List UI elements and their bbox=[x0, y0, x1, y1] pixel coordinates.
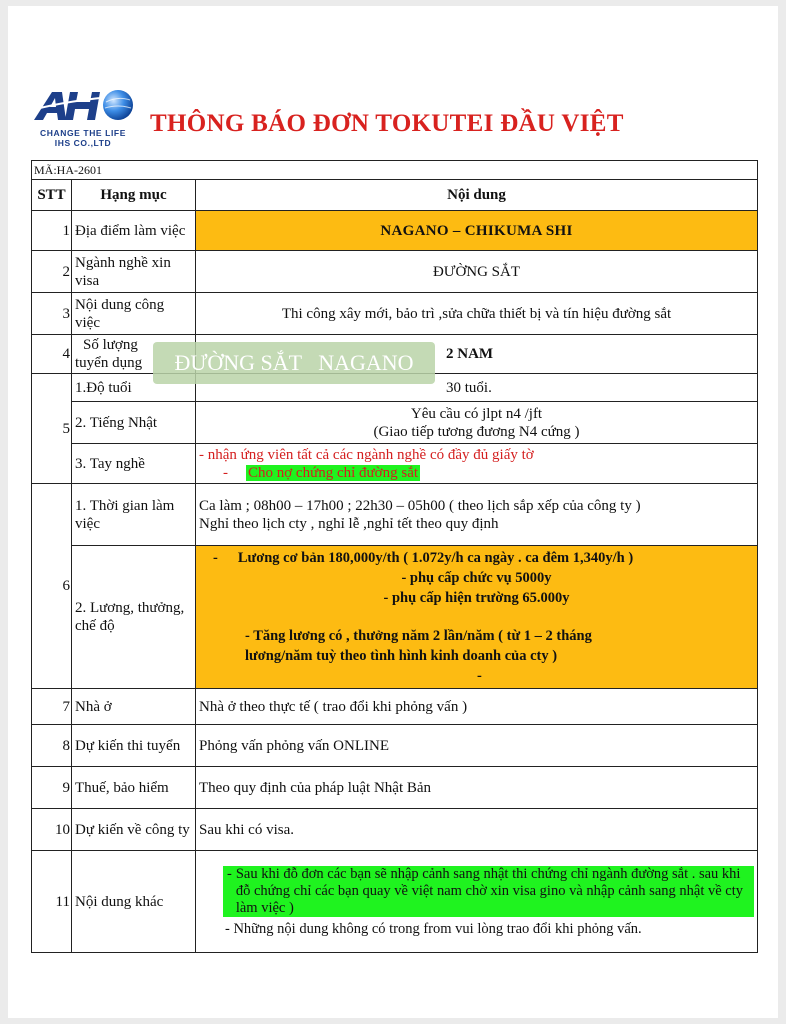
page-title: THÔNG BÁO ĐƠN TOKUTEI ĐẦU VIỆT bbox=[150, 110, 624, 137]
table-header-row bbox=[32, 180, 758, 211]
wage-line-2: - phụ cấp chức vụ 5000y bbox=[401, 570, 552, 586]
row-category: 2. Lương, thưởng, chế độ bbox=[72, 546, 196, 689]
document-code: MÃ:HA-2601 bbox=[32, 161, 758, 180]
header-content: Nội dung bbox=[196, 180, 758, 211]
row-category: Nội dung khác bbox=[72, 851, 196, 953]
skill-line-2 bbox=[199, 464, 754, 482]
row-number: 9 bbox=[32, 767, 72, 809]
company-arrival: Sau khi có visa. bbox=[196, 809, 758, 851]
highlighted-note: Sau khi đỗ đơn các bạn sẽ nhập cảnh sang nhật thi chứng chỉ ngành đường sắt . sau khi đỗ chứng chỉ các bạn quay về việt nam chờ xin visa gino và nhập cảnh sang nhật về cty làm việc ) bbox=[236, 866, 754, 917]
tax-insurance: Theo quy định của pháp luật Nhật Bản bbox=[196, 767, 758, 809]
category-line: Số lượng bbox=[83, 337, 138, 353]
row-category: 1. Thời gian làm việc bbox=[72, 484, 196, 546]
row-number: 8 bbox=[32, 725, 72, 767]
table-row bbox=[32, 689, 758, 725]
company-logo bbox=[30, 86, 140, 154]
table-row bbox=[32, 851, 758, 953]
job-info-table bbox=[31, 160, 758, 953]
wage-line-4: - Tăng lương có , thưởng năm 2 lần/năm ( từ 1 – 2 tháng bbox=[245, 628, 592, 644]
other-notes bbox=[196, 851, 758, 953]
time-line: Ca làm ; 08h00 – 17h00 ; 22h30 – 05h00 ( theo lịch sắp xếp của công ty ) bbox=[199, 497, 641, 514]
logo-company: IHS CO.,LTD bbox=[54, 138, 112, 148]
bullet: - bbox=[223, 866, 236, 917]
wage-line-5: lương/năm tuỳ theo tình hình kinh doanh của cty ) bbox=[245, 648, 558, 664]
table-row bbox=[32, 546, 758, 689]
note-2: - Những nội dung không có trong from vui lòng trao đổi khi phỏng vấn. bbox=[225, 920, 642, 937]
note-1 bbox=[199, 866, 754, 917]
jp-line: Yêu cầu có jlpt n4 /jft bbox=[410, 405, 543, 422]
row-category: Dự kiến về công ty bbox=[72, 809, 196, 851]
row-number: 3 bbox=[32, 293, 72, 335]
row-number: 5 bbox=[32, 374, 72, 484]
visa-industry: ĐƯỜNG SẮT bbox=[196, 251, 758, 293]
job-description: Thi công xây mới, bảo trì ,sửa chữa thiết bị và tín hiệu đường sắt bbox=[196, 293, 758, 335]
header-category: Hạng mục bbox=[72, 180, 196, 211]
row-number: 1 bbox=[32, 211, 72, 251]
row-number: 4 bbox=[32, 335, 72, 374]
row-category: Ngành nghề xin visa bbox=[72, 251, 196, 293]
bullet: - bbox=[223, 464, 228, 481]
skill-requirement bbox=[196, 444, 758, 484]
work-location: NAGANO – CHIKUMA SHI bbox=[196, 211, 758, 251]
time-line: Nghỉ theo lịch cty , nghỉ lễ ,nghỉ tết theo quy định bbox=[199, 515, 499, 532]
interview-plan: Phỏng vấn phỏng vấn ONLINE bbox=[196, 725, 758, 767]
logo-mark-icon bbox=[30, 86, 134, 128]
row-number: 2 bbox=[32, 251, 72, 293]
bullet: - bbox=[213, 550, 218, 566]
salary-benefits bbox=[196, 546, 758, 689]
wage-line-3: - phụ cấp hiện trường 65.000y bbox=[383, 590, 570, 606]
row-number: 11 bbox=[32, 851, 72, 953]
table-row bbox=[32, 484, 758, 546]
row-number: 6 bbox=[32, 484, 72, 689]
age-requirement: 30 tuổi. bbox=[196, 374, 758, 402]
table-row bbox=[32, 251, 758, 293]
table-row bbox=[32, 725, 758, 767]
working-hours bbox=[196, 484, 758, 546]
row-category: 3. Tay nghề bbox=[72, 444, 196, 484]
row-number: 10 bbox=[32, 809, 72, 851]
row-category: Địa điểm làm việc bbox=[72, 211, 196, 251]
row-category: 2. Tiếng Nhật bbox=[72, 402, 196, 444]
row-category: Dự kiến thi tuyển bbox=[72, 725, 196, 767]
row-category: Nội dung công việc bbox=[72, 293, 196, 335]
row-category: 1.Độ tuổi bbox=[72, 374, 196, 402]
skill-line: - nhận ứng viên tất cả các ngành nghề có đầy đủ giấy tờ bbox=[199, 446, 534, 463]
wage-line-1 bbox=[199, 548, 754, 568]
japanese-requirement bbox=[196, 402, 758, 444]
logo-slogan: CHANGE THE LIFE bbox=[40, 128, 126, 138]
table-row bbox=[32, 402, 758, 444]
row-number: 7 bbox=[32, 689, 72, 725]
row-category: Nhà ở bbox=[72, 689, 196, 725]
table-row bbox=[32, 809, 758, 851]
watermark-overlay: ĐƯỜNG SẮT NAGANO bbox=[153, 342, 435, 384]
header-stt: STT bbox=[32, 180, 72, 211]
jp-line: (Giao tiếp tương đương N4 cứng ) bbox=[373, 423, 580, 440]
table-row bbox=[32, 211, 758, 251]
wage-line-6: - bbox=[477, 668, 482, 684]
recruit-count: 2 NAM bbox=[196, 335, 758, 374]
highlighted-text: Cho nợ chứng chỉ đường sắt bbox=[248, 464, 419, 481]
base-salary: Lương cơ bản 180,000y/th ( 1.072y/h ca ngày . ca đêm 1,340y/h ) bbox=[237, 550, 634, 566]
table-row bbox=[32, 444, 758, 484]
table-row bbox=[32, 293, 758, 335]
category-line: tuyển dụng bbox=[75, 355, 143, 371]
table-row bbox=[32, 767, 758, 809]
row-category: Thuế, bảo hiểm bbox=[72, 767, 196, 809]
housing: Nhà ở theo thực tế ( trao đổi khi phỏng vấn ) bbox=[196, 689, 758, 725]
